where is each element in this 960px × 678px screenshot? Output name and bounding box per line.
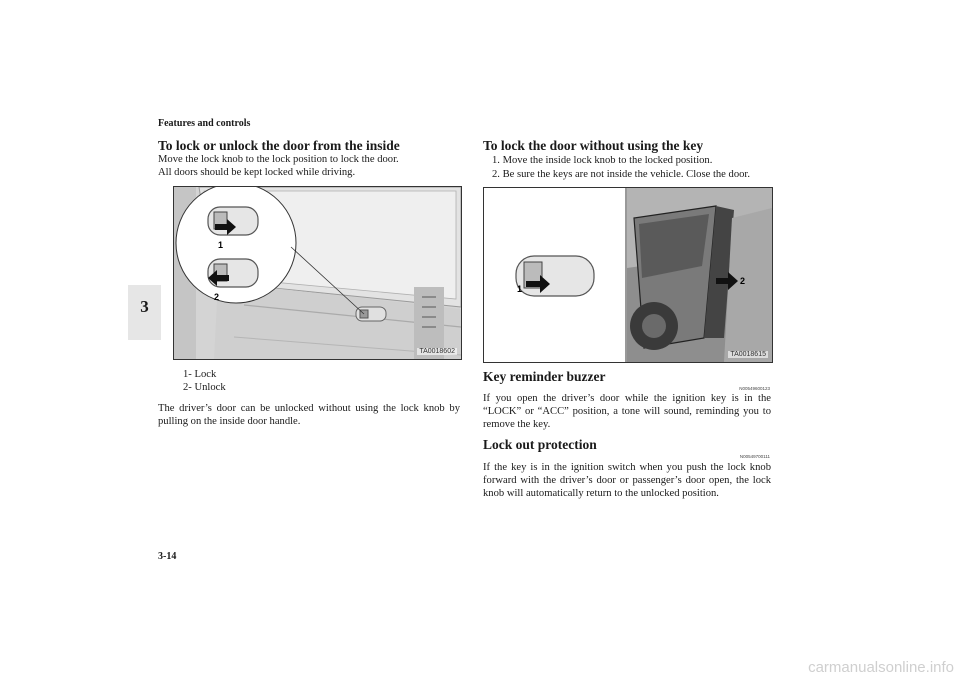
- key-reminder-title: Key reminder buzzer: [483, 369, 606, 384]
- right-callout-2: 2: [740, 276, 746, 286]
- lock-out-body: If the key is in the ignition switch when you push the lock knob forward with the driver’s door or passenger’s door open, the lock knob will automatically return to the unlocked position.: [483, 462, 771, 499]
- step-2: 2. Be sure the keys are not inside the vehicle. Close the door.: [492, 169, 751, 180]
- figure-code: TA0018602: [419, 348, 455, 355]
- left-section-title: To lock or unlock the door from the inside: [158, 138, 400, 153]
- left-body-text: The driver’s door can be unlocked without using the lock knob by pulling on the inside door handle.: [158, 403, 460, 427]
- chapter-tab: [128, 285, 161, 340]
- key-reminder-body: If you open the driver’s door while the ignition key is in the “LOCK” or “ACC” position, a tone will sound, reminding you to remove the key.: [483, 393, 771, 430]
- key-reminder-code: N00549600123: [739, 386, 770, 391]
- chapter-number: 3: [140, 297, 149, 316]
- section-header: Features and controls: [158, 118, 251, 129]
- legend-unlock: 2- Unlock: [183, 382, 226, 393]
- door-closing-figure: [483, 187, 773, 363]
- left-intro-line-1: Move the lock knob to the lock position to lock the door.: [158, 154, 399, 165]
- vehicle-door-illustration: [484, 188, 772, 362]
- callout-2: 2: [214, 292, 220, 302]
- legend-lock: 1- Lock: [183, 369, 217, 380]
- door-lock-figure: [173, 186, 462, 360]
- right-section-title: To lock the door without using the key: [483, 138, 704, 153]
- right-callout-1: 1: [517, 284, 523, 294]
- step-1: 1. Move the inside lock knob to the locked position.: [492, 155, 713, 166]
- right-figure-code: TA0018615: [730, 351, 766, 358]
- page-number: 3-14: [158, 551, 177, 562]
- door-interior-illustration: [174, 187, 461, 359]
- left-intro-line-2: All doors should be kept locked while driving.: [158, 167, 356, 178]
- lock-out-title: Lock out protection: [483, 437, 597, 452]
- callout-1: 1: [218, 240, 224, 250]
- footer-watermark: carmanualsonline.info: [808, 659, 954, 676]
- lock-out-code: N00549700111: [739, 454, 770, 459]
